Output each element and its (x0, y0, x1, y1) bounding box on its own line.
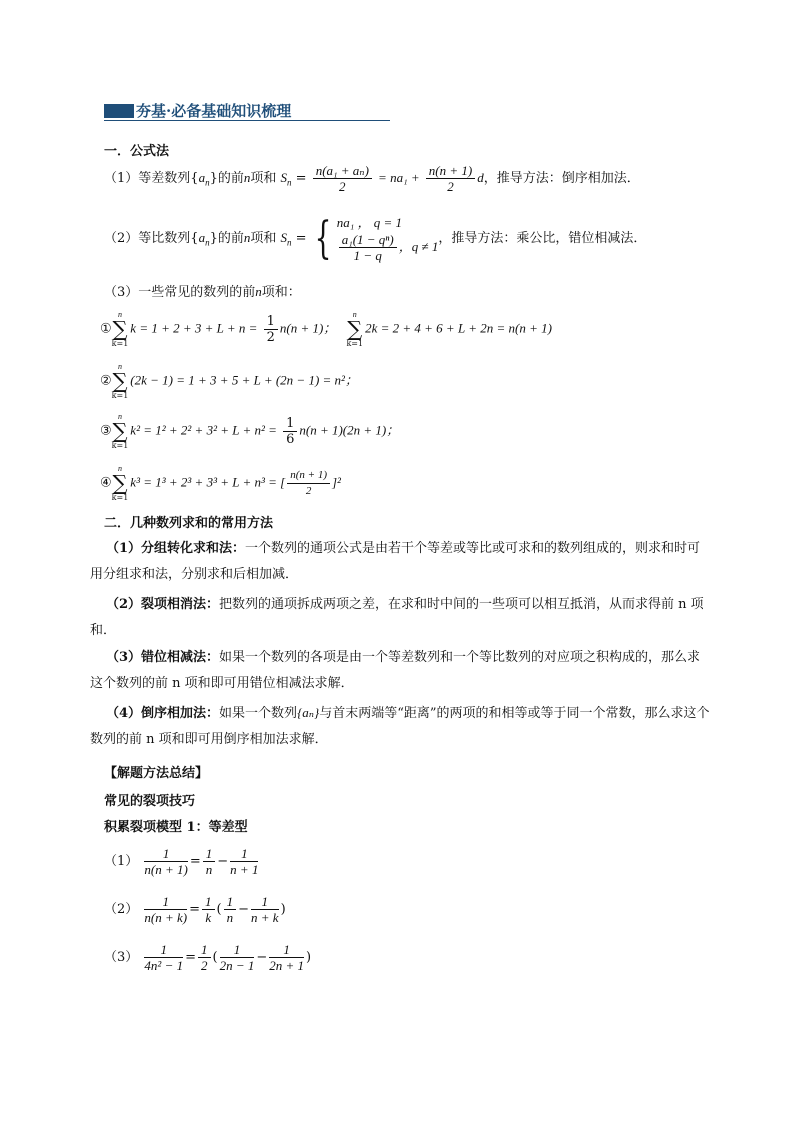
common-sums-intro: （3）一些常见的数列的前n项和： (104, 284, 301, 300)
split-formula-2: （2） $\frac{1}{n(n + k)}$ = $\frac{1}{k}$ ( $\frac{1}{n}$ − $\frac{1}{n + k}$ ) (104, 894, 286, 925)
formula-arithmetic-sum: （1）等差数列$\{a_n\}$的前n项和 $S_n$ = $\frac{\text{n(a₁ + aₙ)}}{2}$ = na₁ + $\frac{n(n + 1)}{2}$ d，推导方法：倒序相加法． (104, 163, 640, 194)
header-underline (104, 120, 390, 121)
formula-sum-k: ① n ∑ k=1 k = 1 + 2 + 3 + L + n = $\frac{1}{2}$ n(n + 1)； n ∑ k=1 2k = 2 + 4 + 6 + L + 2n = n(n + 1) (100, 310, 552, 348)
summary-subheading: 常见的裂项技巧 (104, 794, 196, 809)
split-formula-1: （1） $\frac{1}{n(n + 1)}$ = $\frac{1}{n}$ − $\frac{1}{n + 1}$ (104, 846, 259, 877)
summary-model: 积累裂项模型 1：等差型 (104, 820, 248, 835)
header-title: 夯基·必备基础知识梳理 (136, 102, 292, 120)
formula-sum-squares: ③ n ∑ k=1 k² = 1² + 2² + 3² + L + n² = $\frac{1}{6}$ n(n + 1)(2n + 1)； (100, 412, 400, 450)
summary-heading: 【解题方法总结】 (104, 766, 209, 781)
formula-sum-cubes: ④ n ∑ k=1 k³ = 1³ + 2³ + 3³ + L + n³ = [ $\frac{n(n + 1)}{2}$ ]² (100, 464, 341, 502)
formula-geometric-sum: （2）等比数列$\{a_n\}$的前n项和 $S_n$ = { na₁ ， q = 1 $\frac{\text{a₁(1 − qⁿ)}}{1 - q}$ ，q ≠ 1 ，推导方法：乘公比，错位相减法． (104, 212, 647, 264)
section1-heading: 一．公式法 (104, 144, 170, 159)
method-telescoping: （2）裂项相消法：把数列的通项拆成两项之差，在求和时中间的一些项可以相互抵消，从而求得前 n 项和． (90, 597, 704, 638)
header-bar (104, 104, 134, 118)
method-reverse-add: （4）倒序相加法：如果一个数列{aₙ}与首末两端等“距离”的两项的和相等或等于同一个常数，那么求这个数列的前 n 项和即可用倒序相加法求解． (90, 705, 710, 747)
split-formula-3: （3） $\frac{1}{\text{4n² − 1}}$ = $\frac{1}{2}$ ( $\frac{1}{2n - 1}$ − $\frac{1}{2n + 1}$ ) (104, 942, 312, 973)
section2-heading: 二．几种数列求和的常用方法 (104, 516, 274, 531)
method-shift-subtract: （3）错位相减法：如果一个数列的各项是由一个等差数列和一个等比数列的对应项之积构成的，那么求这个数列的前 n 项和即可用错位相减法求解． (90, 650, 701, 691)
formula-sum-odd: ② n ∑ k=1 (2k − 1) = 1 + 3 + 5 + L + (2n − 1) = n²； (100, 362, 358, 400)
method-grouping: （1）分组转化求和法：一个数列的通项公式是由若干个等差或等比或可求和的数列组成的，则求和时可用分组求和法，分别求和后相加减． (90, 541, 701, 582)
